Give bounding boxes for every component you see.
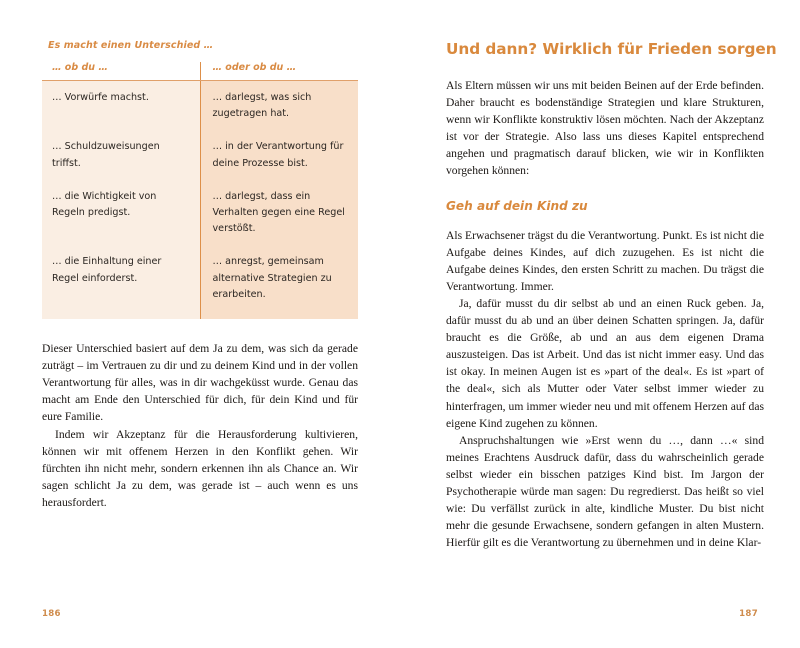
table-cell-left: … Vorwürfe machst. — [42, 81, 200, 133]
left-paragraph-1: Dieser Unterschied basiert auf dem Ja zu dem, was sich da gerade zuträgt – im Vertrauen zu dir und zu deinem Kind und in der vollen Verantwortung für alles, was in dir wachgeküsst wurde. Genau das macht am Ende den Unterschied für dich, für dein Kind und für eure Familie. — [42, 342, 358, 424]
right-intro-paragraph: Als Eltern müssen wir uns mit beiden Beinen auf der Erde befinden. Daher braucht es bodenständige Strategien und klare Strukturen, wenn wir Konflikte konstruktiv lösen möchten. Nach der Akzeptanz ist vor der Strategie. Also lass uns dieses Kapitel entsprechend angehen und pragmatisch darauf blicken, wie wir in Konflikten vorgehen können: — [446, 79, 764, 178]
right-page-content — [446, 40, 777, 551]
table-header-col-2: … oder ob du … — [200, 62, 358, 81]
table-cell-left: … die Wichtigkeit von Regeln predigst. — [42, 182, 200, 248]
page-number-right: 187 — [739, 609, 758, 619]
left-paragraph-2: Indem wir Akzeptanz für die Herausforderung kultivieren, können wir mit offenem Herzen in den Konflikt gehen. Wir fürchten ihn nicht mehr, sondern erkennen ihn als Chance an. Wir sagen schlicht Ja zu dem, was gerade ist – auch wenn es uns herausfordert. — [42, 427, 358, 509]
table-header-row — [42, 62, 358, 81]
table-row — [42, 81, 358, 133]
table-row — [42, 182, 358, 248]
left-page-content — [42, 40, 358, 511]
difference-table — [42, 62, 358, 319]
right-paragraph-2: Ja, dafür musst du dir selbst ab und an einen Ruck geben. Ja, dafür musst du ab und an über deinen Schatten springen. Ja, dafür braucht es die Größe, ab und an aus dem eigenen Drama auszusteigen. Das ist Arbeit. Und das ist nicht immer easy. Und das ist okay. In meinen Augen ist es »part of the deal«. Es ist »part of the deal«, sich als Mutter oder Vater selbst immer wieder zu hinterfragen, um immer wieder neu und mit offenem Herzen auf das eigene Kind zugehen zu können. — [446, 296, 764, 430]
right-paragraph-1: Als Erwachsener trägst du die Verantwortung. Punkt. Es ist nicht die Aufgabe deines Kindes, auf dich zuzugehen. Es ist nicht die Aufgabe deines Kindes, den ersten Schritt zu machen. Du trägst die Verantwortung. Immer. — [446, 228, 764, 293]
table-row — [42, 247, 358, 319]
table-row — [42, 132, 358, 181]
table-cell-right: … darlegst, dass ein Verhalten gegen eine Regel verstößt. — [200, 182, 358, 248]
page-number-left: 186 — [42, 609, 61, 619]
table-cell-left: … die Einhaltung einer Regel einforderst. — [42, 247, 200, 319]
chapter-title: Und dann? Wirklich für Frieden sorgen — [446, 40, 777, 58]
section-title: Geh auf dein Kind zu — [446, 198, 588, 213]
right-paragraph-3: Anspruchshaltungen wie »Erst wenn du …, dann …« sind meines Erachtens Ausdruck dafür, dass du wahrscheinlich gerade selbst wieder ein bisschen patziges Kind bist. Im Jargon der Psychotherapie würde man sagen: Du regredierst. Das heißt so viel wie: Du verfällst zurück in alte, kindliche Muster. Du bist nicht mehr die gesunde Erwachsene, sondern gefangen in alten Mustern. Hierfür gilt es die Verantwortung zu übernehmen und in deine Klar- — [446, 433, 764, 550]
table-caption: Es macht einen Unterschied … — [48, 40, 214, 51]
table-cell-right: … in der Verantwortung für deine Prozesse bist. — [200, 132, 358, 181]
table-cell-right: … anregst, gemeinsam alternative Strategien zu erarbeiten. — [200, 247, 358, 319]
table-cell-right: … darlegst, was sich zugetragen hat. — [200, 81, 358, 133]
table-header-col-1: … ob du … — [42, 62, 200, 81]
page-right — [400, 0, 800, 648]
table-cell-left: … Schuldzuweisungen triffst. — [42, 132, 200, 181]
